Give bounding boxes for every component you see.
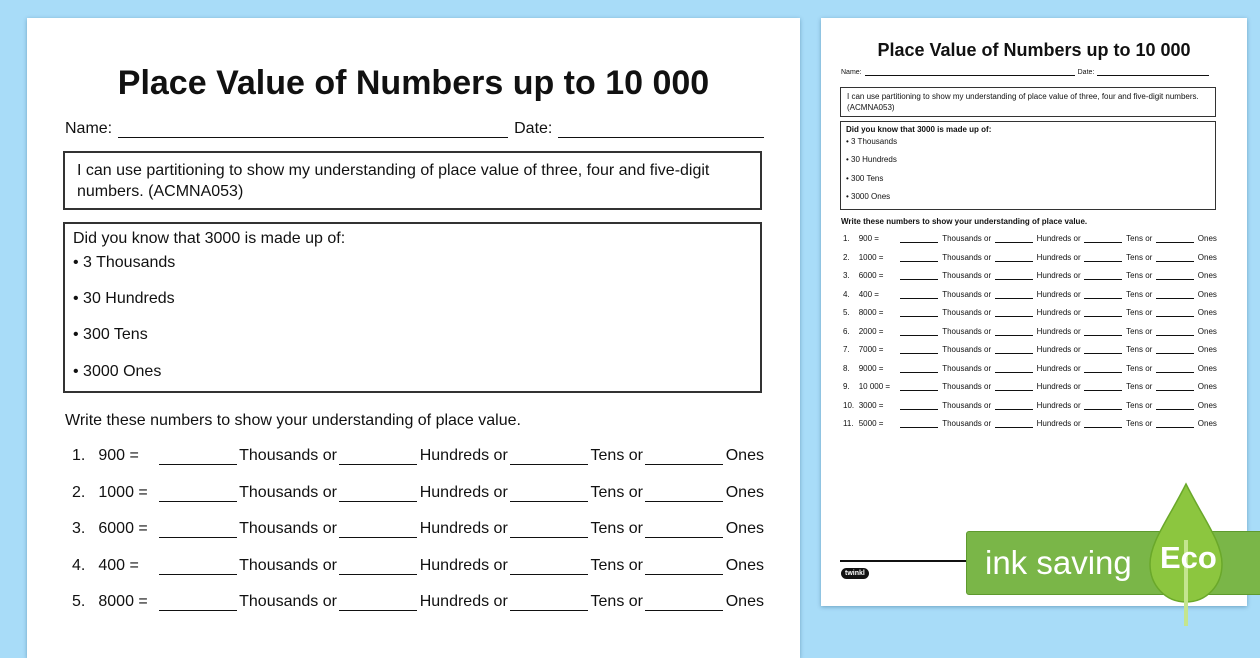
answer-blank[interactable] — [995, 272, 1033, 280]
unit-label: Ones — [1197, 382, 1217, 391]
answer-blank[interactable] — [1084, 402, 1122, 410]
answer-blank[interactable] — [159, 449, 237, 465]
fact-item: • 300 Tens — [846, 174, 884, 183]
question-value: 3000 = — [858, 400, 884, 410]
answer-blank[interactable] — [900, 402, 938, 410]
unit-label: Tens or — [1126, 289, 1153, 299]
learning-objective: I can use partitioning to show my understanding of place value of three, four and five-digit numbers. (ACMNA053) — [847, 92, 1199, 112]
question-value: 8000 = — [98, 593, 148, 610]
unit-label: Thousands or — [239, 593, 337, 610]
worksheet-preview-large — [27, 18, 800, 658]
answer-blank[interactable] — [1084, 309, 1122, 317]
fact-heading: Did you know that 3000 is made up of: — [73, 230, 346, 247]
question-value: 1000 = — [858, 252, 884, 262]
answer-blank[interactable] — [1084, 383, 1122, 391]
answer-blank[interactable] — [339, 486, 417, 502]
question-row — [843, 419, 1217, 428]
question-value: 900 = — [858, 234, 879, 243]
name-date-row — [841, 69, 1209, 76]
question-value: 7000 = — [858, 345, 884, 354]
answer-blank[interactable] — [1084, 235, 1122, 243]
question-row — [843, 271, 1217, 280]
question-number: 3. — [72, 520, 86, 537]
unit-label: Ones — [1197, 326, 1217, 336]
unit-label: Thousands or — [942, 382, 992, 391]
answer-blank[interactable] — [995, 365, 1033, 373]
answer-blank[interactable] — [1084, 254, 1122, 262]
question-value: 6000 = — [858, 271, 884, 280]
learning-objective-box — [840, 87, 1216, 117]
answer-blank[interactable] — [1156, 291, 1194, 299]
unit-label: Hundreds or — [1036, 382, 1081, 391]
fact-item: • 3000 Ones — [73, 363, 162, 380]
footer-line — [840, 560, 980, 562]
answer-blank[interactable] — [900, 254, 938, 262]
unit-label: Hundreds or — [1036, 252, 1081, 262]
question-number: 11. — [843, 419, 854, 428]
question-number: 1. — [72, 447, 86, 464]
question-number: 6. — [843, 326, 850, 336]
answer-blank[interactable] — [995, 328, 1033, 336]
unit-label: Hundreds or — [1036, 345, 1081, 354]
answer-blank[interactable] — [995, 291, 1033, 299]
question-number: 10. — [843, 400, 855, 410]
answer-blank[interactable] — [1156, 365, 1194, 373]
unit-label: Thousands or — [942, 326, 992, 336]
answer-blank[interactable] — [645, 595, 723, 611]
question-number: 8. — [843, 363, 850, 373]
answer-blank[interactable] — [900, 383, 938, 391]
name-label: Name: — [65, 120, 113, 137]
question-row — [72, 484, 764, 502]
learning-objective: I can use partitioning to show my understanding of place value of three, four and five-digit numbers. (ACMNA053) — [77, 162, 710, 200]
answer-blank[interactable] — [159, 486, 237, 502]
answer-blank[interactable] — [339, 522, 417, 538]
question-number: 5. — [72, 593, 86, 610]
eco-label: Eco — [1160, 540, 1217, 575]
unit-label: Tens or — [1126, 400, 1153, 410]
question-row — [843, 327, 1217, 336]
question-value: 400 = — [98, 556, 139, 574]
name-date-row — [65, 120, 764, 138]
unit-label: Thousands or — [942, 363, 992, 373]
question-number: 7. — [843, 345, 850, 354]
unit-label: Tens or — [1126, 271, 1153, 280]
answer-blank[interactable] — [1156, 254, 1194, 262]
name-blank — [118, 137, 508, 138]
answer-blank[interactable] — [1084, 420, 1122, 428]
unit-label: Thousands or — [942, 271, 992, 280]
answer-blank[interactable] — [1084, 365, 1122, 373]
answer-blank[interactable] — [159, 595, 237, 611]
unit-label: Tens or — [1126, 234, 1153, 243]
unit-label: Tens or — [590, 520, 643, 537]
answer-blank[interactable] — [900, 365, 938, 373]
answer-blank[interactable] — [339, 559, 417, 575]
unit-label: Thousands or — [942, 289, 992, 299]
unit-label: Hundreds or — [1036, 326, 1081, 336]
question-row — [72, 593, 764, 611]
answer-blank[interactable] — [645, 559, 723, 575]
instruction: Write these numbers to show your understanding of place value. — [841, 217, 1088, 226]
question-row — [843, 308, 1217, 317]
fact-box — [840, 121, 1216, 210]
answer-blank[interactable] — [1156, 383, 1194, 391]
unit-label: Thousands or — [942, 308, 992, 317]
unit-label: Ones — [1197, 252, 1217, 262]
unit-label: Hundreds or — [419, 483, 508, 501]
unit-label: Hundreds or — [419, 556, 508, 574]
answer-blank[interactable] — [900, 346, 938, 354]
answer-blank[interactable] — [1084, 328, 1122, 336]
answer-blank[interactable] — [510, 595, 588, 611]
date-label: Date: — [514, 120, 553, 137]
answer-blank[interactable] — [1156, 346, 1194, 354]
unit-label: Tens or — [590, 593, 643, 610]
fact-heading: Did you know that 3000 is made up of: — [846, 125, 992, 134]
unit-label: Thousands or — [942, 234, 992, 243]
unit-label: Ones — [1197, 400, 1217, 410]
question-value: 900 = — [98, 447, 139, 464]
instruction: Write these numbers to show your understanding of place value. — [65, 412, 521, 429]
question-row — [72, 520, 764, 538]
question-value: 6000 = — [98, 520, 148, 537]
answer-blank[interactable] — [995, 346, 1033, 354]
answer-blank[interactable] — [900, 309, 938, 317]
answer-blank[interactable] — [510, 486, 588, 502]
answer-blank[interactable] — [1156, 235, 1194, 243]
worksheet-title: Place Value of Numbers up to 10 000 — [117, 64, 710, 102]
date-label: Date: — [1077, 69, 1095, 76]
answer-blank[interactable] — [995, 383, 1033, 391]
answer-blank[interactable] — [510, 522, 588, 538]
question-value: 10 000 = — [858, 382, 891, 391]
answer-blank[interactable] — [995, 235, 1033, 243]
answer-blank[interactable] — [159, 559, 237, 575]
question-value: 1000 = — [98, 483, 148, 501]
name-blank — [865, 75, 1075, 76]
answer-blank[interactable] — [1084, 272, 1122, 280]
fact-item: • 30 Hundreds — [73, 290, 175, 307]
question-row — [72, 557, 764, 575]
unit-label: Ones — [725, 447, 764, 464]
unit-label: Thousands or — [942, 400, 992, 410]
answer-blank[interactable] — [645, 449, 723, 465]
unit-label: Tens or — [1126, 382, 1153, 391]
answer-blank[interactable] — [339, 595, 417, 611]
question-number: 2. — [843, 252, 850, 262]
fact-item: • 3 Thousands — [73, 254, 176, 271]
unit-label: Thousands or — [942, 252, 992, 262]
answer-blank[interactable] — [1084, 346, 1122, 354]
question-row — [843, 364, 1217, 373]
answer-blank[interactable] — [1084, 291, 1122, 299]
question-value: 400 = — [858, 289, 879, 299]
question-row — [843, 253, 1217, 262]
question-number: 5. — [843, 308, 850, 317]
answer-blank[interactable] — [900, 272, 938, 280]
answer-blank[interactable] — [510, 449, 588, 465]
question-row — [843, 401, 1217, 410]
unit-label: Thousands or — [239, 556, 337, 574]
unit-label: Hundreds or — [1036, 400, 1081, 410]
question-number: 4. — [72, 556, 86, 574]
unit-label: Ones — [1197, 345, 1217, 354]
answer-blank[interactable] — [1156, 328, 1194, 336]
unit-label: Thousands or — [942, 345, 992, 354]
unit-label: Thousands or — [942, 419, 992, 428]
date-blank — [558, 137, 764, 138]
unit-label: Hundreds or — [1036, 234, 1081, 243]
answer-blank[interactable] — [995, 309, 1033, 317]
answer-blank[interactable] — [1156, 272, 1194, 280]
fact-box — [63, 222, 762, 393]
fact-item: • 3 Thousands — [846, 137, 898, 146]
answer-blank[interactable] — [159, 522, 237, 538]
unit-label: Hundreds or — [419, 447, 508, 464]
unit-label: Tens or — [1126, 326, 1153, 336]
question-row — [843, 290, 1217, 299]
question-value: 2000 = — [858, 326, 884, 336]
question-number: 4. — [843, 289, 850, 299]
unit-label: Tens or — [1126, 308, 1153, 317]
question-value: 5000 = — [858, 419, 884, 428]
unit-label: Hundreds or — [1036, 419, 1081, 428]
unit-label: Hundreds or — [1036, 363, 1081, 373]
answer-blank[interactable] — [645, 486, 723, 502]
question-row — [843, 382, 1217, 391]
answer-blank[interactable] — [900, 420, 938, 428]
unit-label: Tens or — [590, 483, 643, 501]
answer-blank[interactable] — [900, 328, 938, 336]
question-value: 9000 = — [858, 363, 884, 373]
ink-saving-label: ink saving — [985, 544, 1132, 581]
learning-objective-box — [63, 151, 762, 210]
answer-blank[interactable] — [995, 402, 1033, 410]
unit-label: Hundreds or — [1036, 289, 1081, 299]
twinkl-logo: twinkl — [841, 568, 869, 579]
unit-label: Ones — [1197, 234, 1217, 243]
answer-blank[interactable] — [995, 254, 1033, 262]
fact-item: • 3000 Ones — [846, 192, 891, 201]
question-number: 2. — [72, 483, 86, 501]
unit-label: Ones — [725, 520, 764, 537]
question-number: 3. — [843, 271, 850, 280]
unit-label: Tens or — [590, 447, 643, 464]
question-row — [843, 345, 1217, 354]
unit-label: Thousands or — [239, 520, 337, 537]
unit-label: Tens or — [590, 556, 643, 574]
unit-label: Hundreds or — [1036, 271, 1081, 280]
unit-label: Ones — [1197, 419, 1217, 428]
unit-label: Hundreds or — [419, 520, 508, 537]
unit-label: Ones — [1197, 289, 1217, 299]
unit-label: Ones — [725, 593, 764, 610]
name-label: Name: — [841, 69, 862, 76]
question-row — [843, 234, 1217, 243]
fact-item: • 30 Hundreds — [846, 155, 897, 164]
unit-label: Ones — [1197, 363, 1217, 373]
unit-label: Tens or — [1126, 363, 1153, 373]
fact-item: • 300 Tens — [73, 326, 148, 343]
answer-blank[interactable] — [900, 235, 938, 243]
unit-label: Ones — [725, 556, 764, 574]
answer-blank[interactable] — [1156, 309, 1194, 317]
answer-blank[interactable] — [645, 522, 723, 538]
unit-label: Tens or — [1126, 345, 1153, 354]
unit-label: Hundreds or — [1036, 308, 1081, 317]
question-value: 8000 = — [858, 308, 884, 317]
unit-label: Thousands or — [239, 483, 337, 501]
question-row — [72, 447, 764, 465]
date-blank — [1097, 75, 1209, 76]
answer-blank[interactable] — [510, 559, 588, 575]
unit-label: Ones — [725, 483, 764, 501]
question-number: 1. — [843, 234, 850, 243]
answer-blank[interactable] — [1156, 420, 1194, 428]
unit-label: Ones — [1197, 271, 1217, 280]
answer-blank[interactable] — [1156, 402, 1194, 410]
unit-label: Tens or — [1126, 419, 1153, 428]
worksheet-title: Place Value of Numbers up to 10 000 — [877, 40, 1191, 60]
answer-blank[interactable] — [900, 291, 938, 299]
unit-label: Ones — [1197, 308, 1217, 317]
unit-label: Hundreds or — [419, 593, 508, 610]
answer-blank[interactable] — [995, 420, 1033, 428]
unit-label: Thousands or — [239, 447, 337, 464]
question-number: 9. — [843, 382, 850, 391]
unit-label: Tens or — [1126, 252, 1153, 262]
answer-blank[interactable] — [339, 449, 417, 465]
